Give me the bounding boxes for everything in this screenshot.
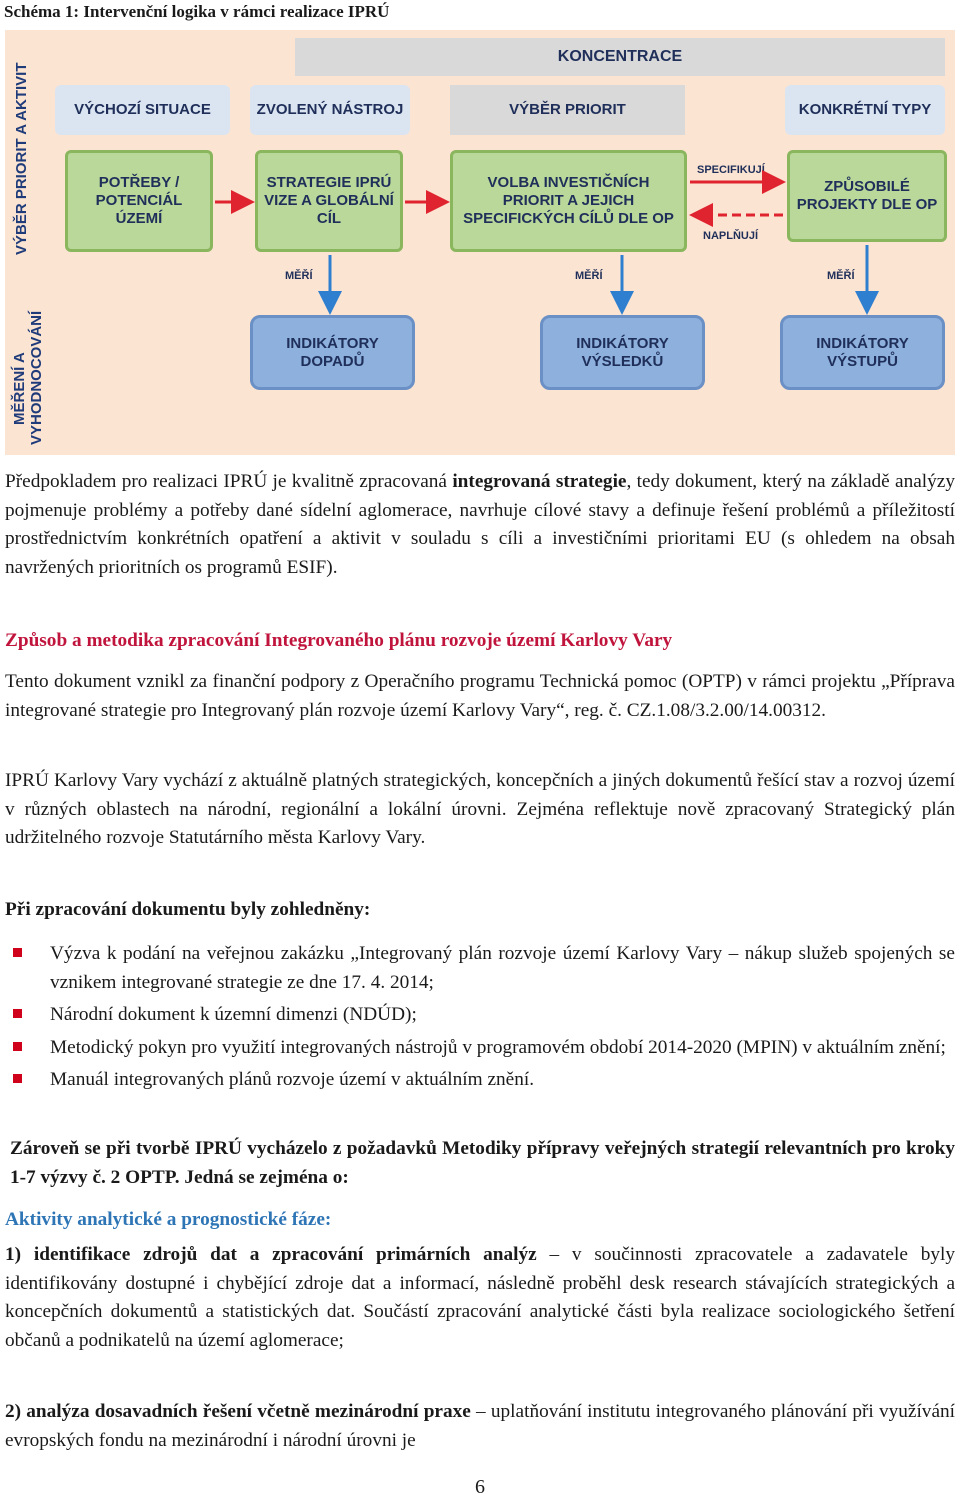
list-item: Výzva k podání na veřejnou zakázku „Integrovaný plán rozvoje území Karlovy Vary – nákup služeb spojených se vznikem integrované strategie ze dne 17. 4. 2014; — [5, 940, 955, 997]
paragraph-sources: IPRÚ Karlovy Vary vychází z aktuálně platných strategických, koncepčních a jiných dokumentů řešící stav a rozvoj území v různých oblastech na národní, regionální a lokální úrovni. Zejména reflektuje nově zpracovaný Strategický plán udržitelného rozvoje Statutárního města Karlovy Vary. — [5, 770, 955, 849]
box-volba-priorit: VOLBA INVESTIČNÍCH PRIORIT A JEJICH SPECIFICKÝCH CÍLŮ DLE OP — [450, 150, 687, 252]
box-vyber-priorit: VÝBĚR PRIORIT — [450, 85, 685, 135]
box-zpusobile-projekty: ZPŮSOBILÉ PROJEKTY DLE OP — [787, 150, 947, 242]
intervention-logic-diagram — [5, 30, 955, 455]
box-indikatory-dopadu: INDIKÁTORY DOPADŮ — [250, 315, 415, 390]
side-label-measurement-2: VYHODNOCOVÁNÍ — [28, 310, 45, 445]
heading-analytic-phase: Aktivity analytické a prognostické fáze: — [5, 1209, 332, 1230]
heading-method: Způsob a metodika zpracování Integrovaného plánu rozvoje území Karlovy Vary — [5, 630, 673, 651]
label-meri-3: MĚŘÍ — [827, 270, 855, 282]
side-label-selection: VÝBĚR PRIORIT A AKTIVIT — [13, 62, 30, 255]
paragraph-intro: Předpokladem pro realizaci IPRÚ je kvalitně zpracovaná integrovaná strategie, tedy dokument, který na základě analýzy pojmenuje problémy a potřeby dané sídelní aglomerace, navrhuje cílové stavy a definuje řešení problémů a příležitostí prostřednictvím konkrétních opatření a aktivit v souladu s cíli a investičními prioritami EU (s ohledem na obsah navržených prioritních os programů ESIF). — [5, 471, 955, 578]
considered-list — [5, 940, 955, 1099]
list-item: Národní dokument k územní dimenzi (NDÚD); — [5, 1001, 955, 1030]
box-strategie: STRATEGIE IPRÚ VIZE A GLOBÁLNÍ CÍL — [255, 150, 403, 252]
paragraph-step-1: 1) identifikace zdrojů dat a zpracování primárních analýz – v součinnosti zpracovatele a zadavatele byly identifikovány dostupné i chybějící zdroje dat a informací, následně proběhl desk research stávajících strategických a koncepčních dokumentů a statistických dat. Součástí zpracování analytické části byla realizace sociologického šetření občanů a podnikatelů na území aglomerace; — [5, 1244, 955, 1351]
box-zvoleny-nastroj: ZVOLENÝ NÁSTROJ — [250, 85, 410, 135]
label-meri-2: MĚŘÍ — [575, 270, 603, 282]
paragraph-methodology: Zároveň se při tvorbě IPRÚ vycházelo z požadavků Metodiky přípravy veřejných strategií relevantních pro kroky 1-7 výzvy č. 2 OPTP. Jedná se zejména o: — [10, 1138, 955, 1188]
box-indikatory-vystupu: INDIKÁTORY VÝSTUPŮ — [780, 315, 945, 390]
list-item: Metodický pokyn pro využití integrovaných nástrojů v programovém období 2014-2020 (MPIN) v aktuálním znění; — [5, 1034, 955, 1063]
box-potreby: POTŘEBY / POTENCIÁL ÚZEMÍ — [65, 150, 213, 252]
figure-caption: Schéma 1: Intervenční logika v rámci realizace IPRÚ — [4, 2, 390, 21]
paragraph-funding: Tento dokument vznikl za finanční podpory z Operačního programu Technická pomoc (OPTP) v rámci projektu „Příprava integrované strategie pro Integrovaný plán rozvoje území Karlovy Vary“, reg. č. CZ.1.08/3.2.00/14.00312. — [5, 671, 955, 721]
box-vychozi-situace: VÝCHOZÍ SITUACE — [55, 85, 230, 135]
header-koncentrace: KONCENTRACE — [295, 38, 945, 76]
paragraph-considered: Při zpracování dokumentu byly zohledněny: — [5, 899, 371, 920]
label-naplnuji: NAPLŇUJÍ — [703, 230, 759, 242]
page-number: 6 — [475, 1476, 485, 1498]
diagram-arrows — [5, 30, 955, 455]
paragraph-step-2: 2) analýza dosavadních řešení včetně mezinárodní praxe – uplatňování institutu integrovaného plánování při využívání evropských fondu na mezinárodní i národní úrovni je — [5, 1401, 955, 1451]
label-meri-1: MĚŘÍ — [285, 270, 313, 282]
side-label-measurement-1: MĚŘENÍ A — [11, 352, 28, 425]
list-item: Manuál integrovaných plánů rozvoje území v aktuálním znění. — [5, 1066, 955, 1095]
box-indikatory-vysledku: INDIKÁTORY VÝSLEDKŮ — [540, 315, 705, 390]
label-specifikuji: SPECIFIKUJÍ — [697, 164, 765, 176]
box-konkretni-typy: KONKRÉTNÍ TYPY — [785, 85, 945, 135]
